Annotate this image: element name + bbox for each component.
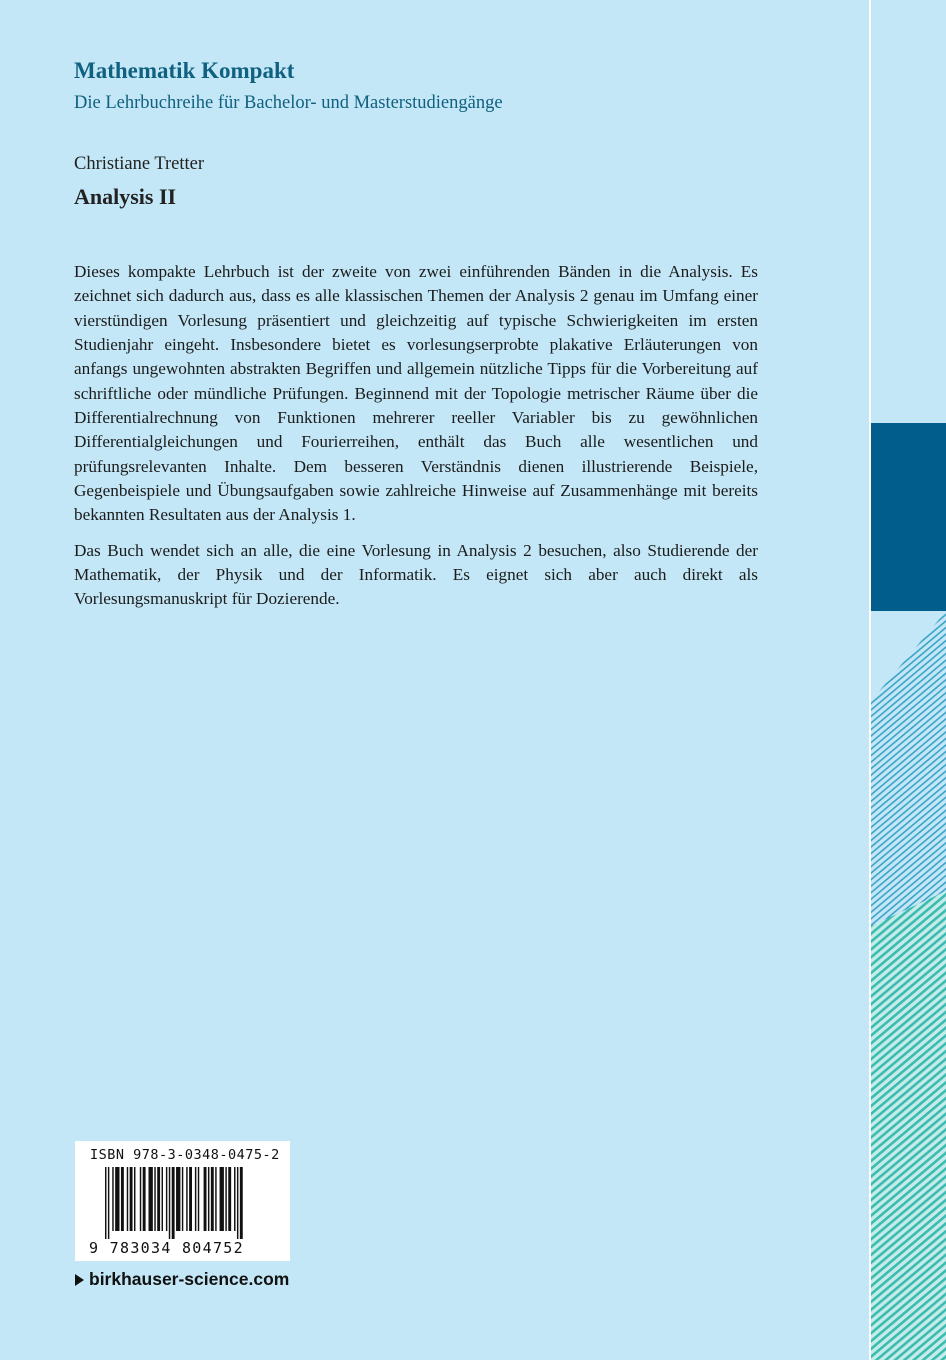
book-description xyxy=(74,260,758,623)
isbn-text: ISBN 978-3-0348-0475-2 xyxy=(90,1147,280,1163)
publisher-url: birkhauser-science.com xyxy=(89,1269,290,1289)
description-paragraph: Dieses kompakte Lehrbuch ist der zweite von zwei einführenden Bänden in die Analysis. Es zeichnet sich dadurch aus, dass es alle klassischen Themen der Analysis 2 genau im Umfang einer vierstündigen Vorlesung präsentiert und gleichzeitig auf typische Schwierigkeiten im ersten Studienjahr eingeht. Insbesondere bietet es vorlesungserprobte plakative Erläuterungen von anfangs ungewohnten abstrakten Begriffen und allgemein nützliche Tipps für die Vorbereitung auf schriftliche oder mündliche Prüfungen. Beginnend mit der Topologie metrischer Räume über die Differentialrechnung von Funktionen mehrerer reeller Variabler bis zu gewöhnlichen Differentialgleichungen und Fourierreihen, enthält das Buch alle wesentlichen und prüfungsrelevanten Inhalte. Dem besseren Verständnis dienen illustrierende Beispiele, Gegenbeispiele und Übungsaufgaben sowie zahlreiche Hinweise auf Zusammenhänge mit bereits bekannten Resultaten aus der Analysis 1. xyxy=(74,262,758,525)
ean-digits: 9 783034 804752 xyxy=(89,1239,244,1257)
diagonal-line-pattern xyxy=(871,611,946,1360)
book-author: Christiane Tretter xyxy=(74,154,205,174)
accent-color-block xyxy=(871,423,946,611)
description-paragraph: Das Buch wendet sich an alle, die eine Vorlesung in Analysis 2 besuchen, also Studierende der Mathematik, der Physik und der Informatik. Es eignet sich aber auch direkt als Vorlesungsmanuskript für Dozierende. xyxy=(74,540,758,609)
book-title: Analysis II xyxy=(74,184,177,209)
publisher-link[interactable] xyxy=(75,1269,289,1290)
series-title: Mathematik Kompakt xyxy=(74,58,295,83)
arrow-icon xyxy=(75,1274,84,1286)
series-subtitle: Die Lehrbuchreihe für Bachelor- und Masterstudiengänge xyxy=(74,93,503,113)
barcode-label xyxy=(75,1141,290,1261)
ean-barcode xyxy=(75,1167,290,1239)
